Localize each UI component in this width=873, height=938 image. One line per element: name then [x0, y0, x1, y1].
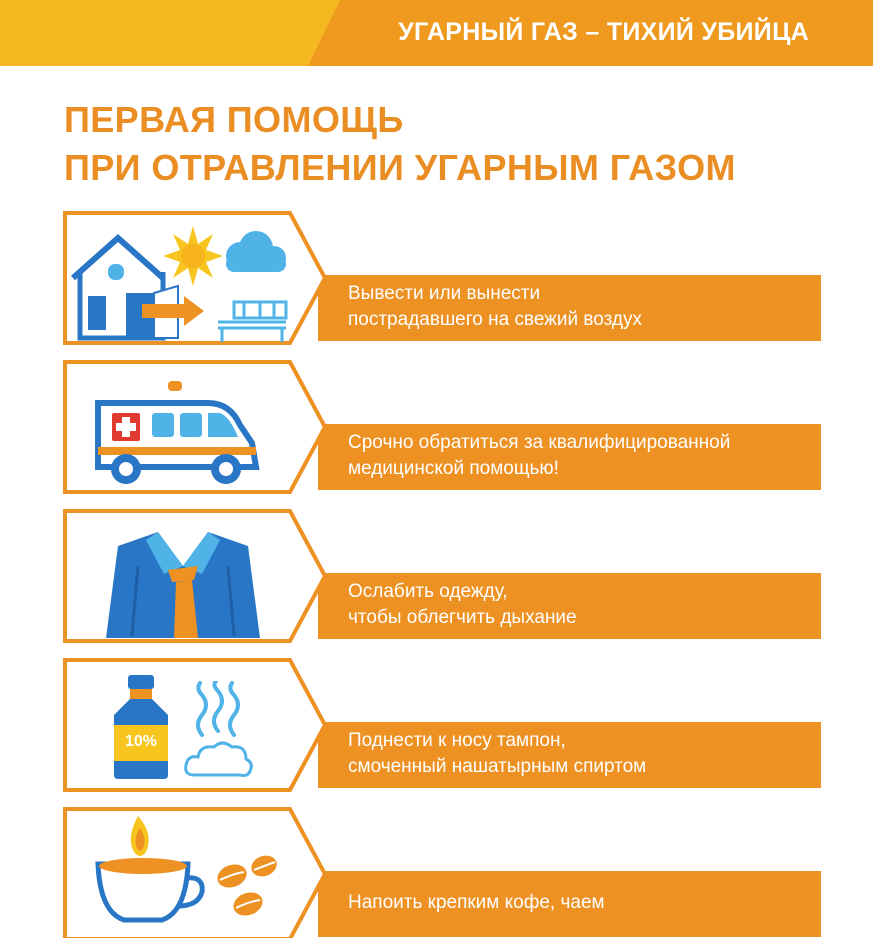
- step-1: [0, 210, 873, 346]
- step-3-text-line-2: чтобы облегчить дыхание: [348, 607, 577, 628]
- step-1-text: [348, 281, 818, 333]
- house-sun-cloud-bench-icon: [68, 218, 298, 343]
- ammonia-bottle-icon: [106, 675, 176, 779]
- step-4-text: [348, 728, 818, 780]
- step-3: [0, 508, 873, 644]
- step-1-text-line-1: Вывести или вынести: [348, 283, 541, 304]
- page-title: [64, 96, 736, 192]
- page-title-line-2: ПРИ ОТРАВЛЕНИИ УГАРНЫМ ГАЗОМ: [64, 147, 736, 188]
- step-2-text-line-1: Срочно обратиться за квалифицированной: [348, 432, 731, 453]
- coffee-cup-beans-icon: [92, 816, 282, 932]
- vapor-cloud-icon: [184, 681, 254, 781]
- step-4-text-line-1: Поднести к носу тампон,: [348, 730, 566, 751]
- bottle-shape: [106, 675, 176, 779]
- step-5-text: [348, 890, 818, 916]
- step-5-text-line-1: Напоить крепким кофе, чаем: [348, 892, 605, 913]
- step-4-text-line-2: смоченный нашатырным спиртом: [348, 756, 647, 777]
- step-1-text-line-2: пострадавшего на свежий воздух: [348, 309, 643, 330]
- step-3-text-line-1: Ослабить одежду,: [348, 581, 508, 602]
- ambulance-icon: [90, 377, 270, 487]
- step-2-text-line-2: медицинской помощью!: [348, 458, 559, 479]
- step-5: [0, 806, 873, 938]
- step-4: [0, 657, 873, 793]
- bottle-label: 10%: [124, 733, 158, 750]
- header-banner: [0, 0, 873, 66]
- page-title-line-1: ПЕРВАЯ ПОМОЩЬ: [64, 99, 404, 140]
- header-title: УГАРНЫЙ ГАЗ – ТИХИЙ УБИЙЦА: [398, 18, 809, 46]
- shirt-tie-icon: [98, 526, 268, 638]
- step-3-text: [348, 579, 818, 631]
- step-2-text: [348, 430, 818, 482]
- step-2: [0, 359, 873, 495]
